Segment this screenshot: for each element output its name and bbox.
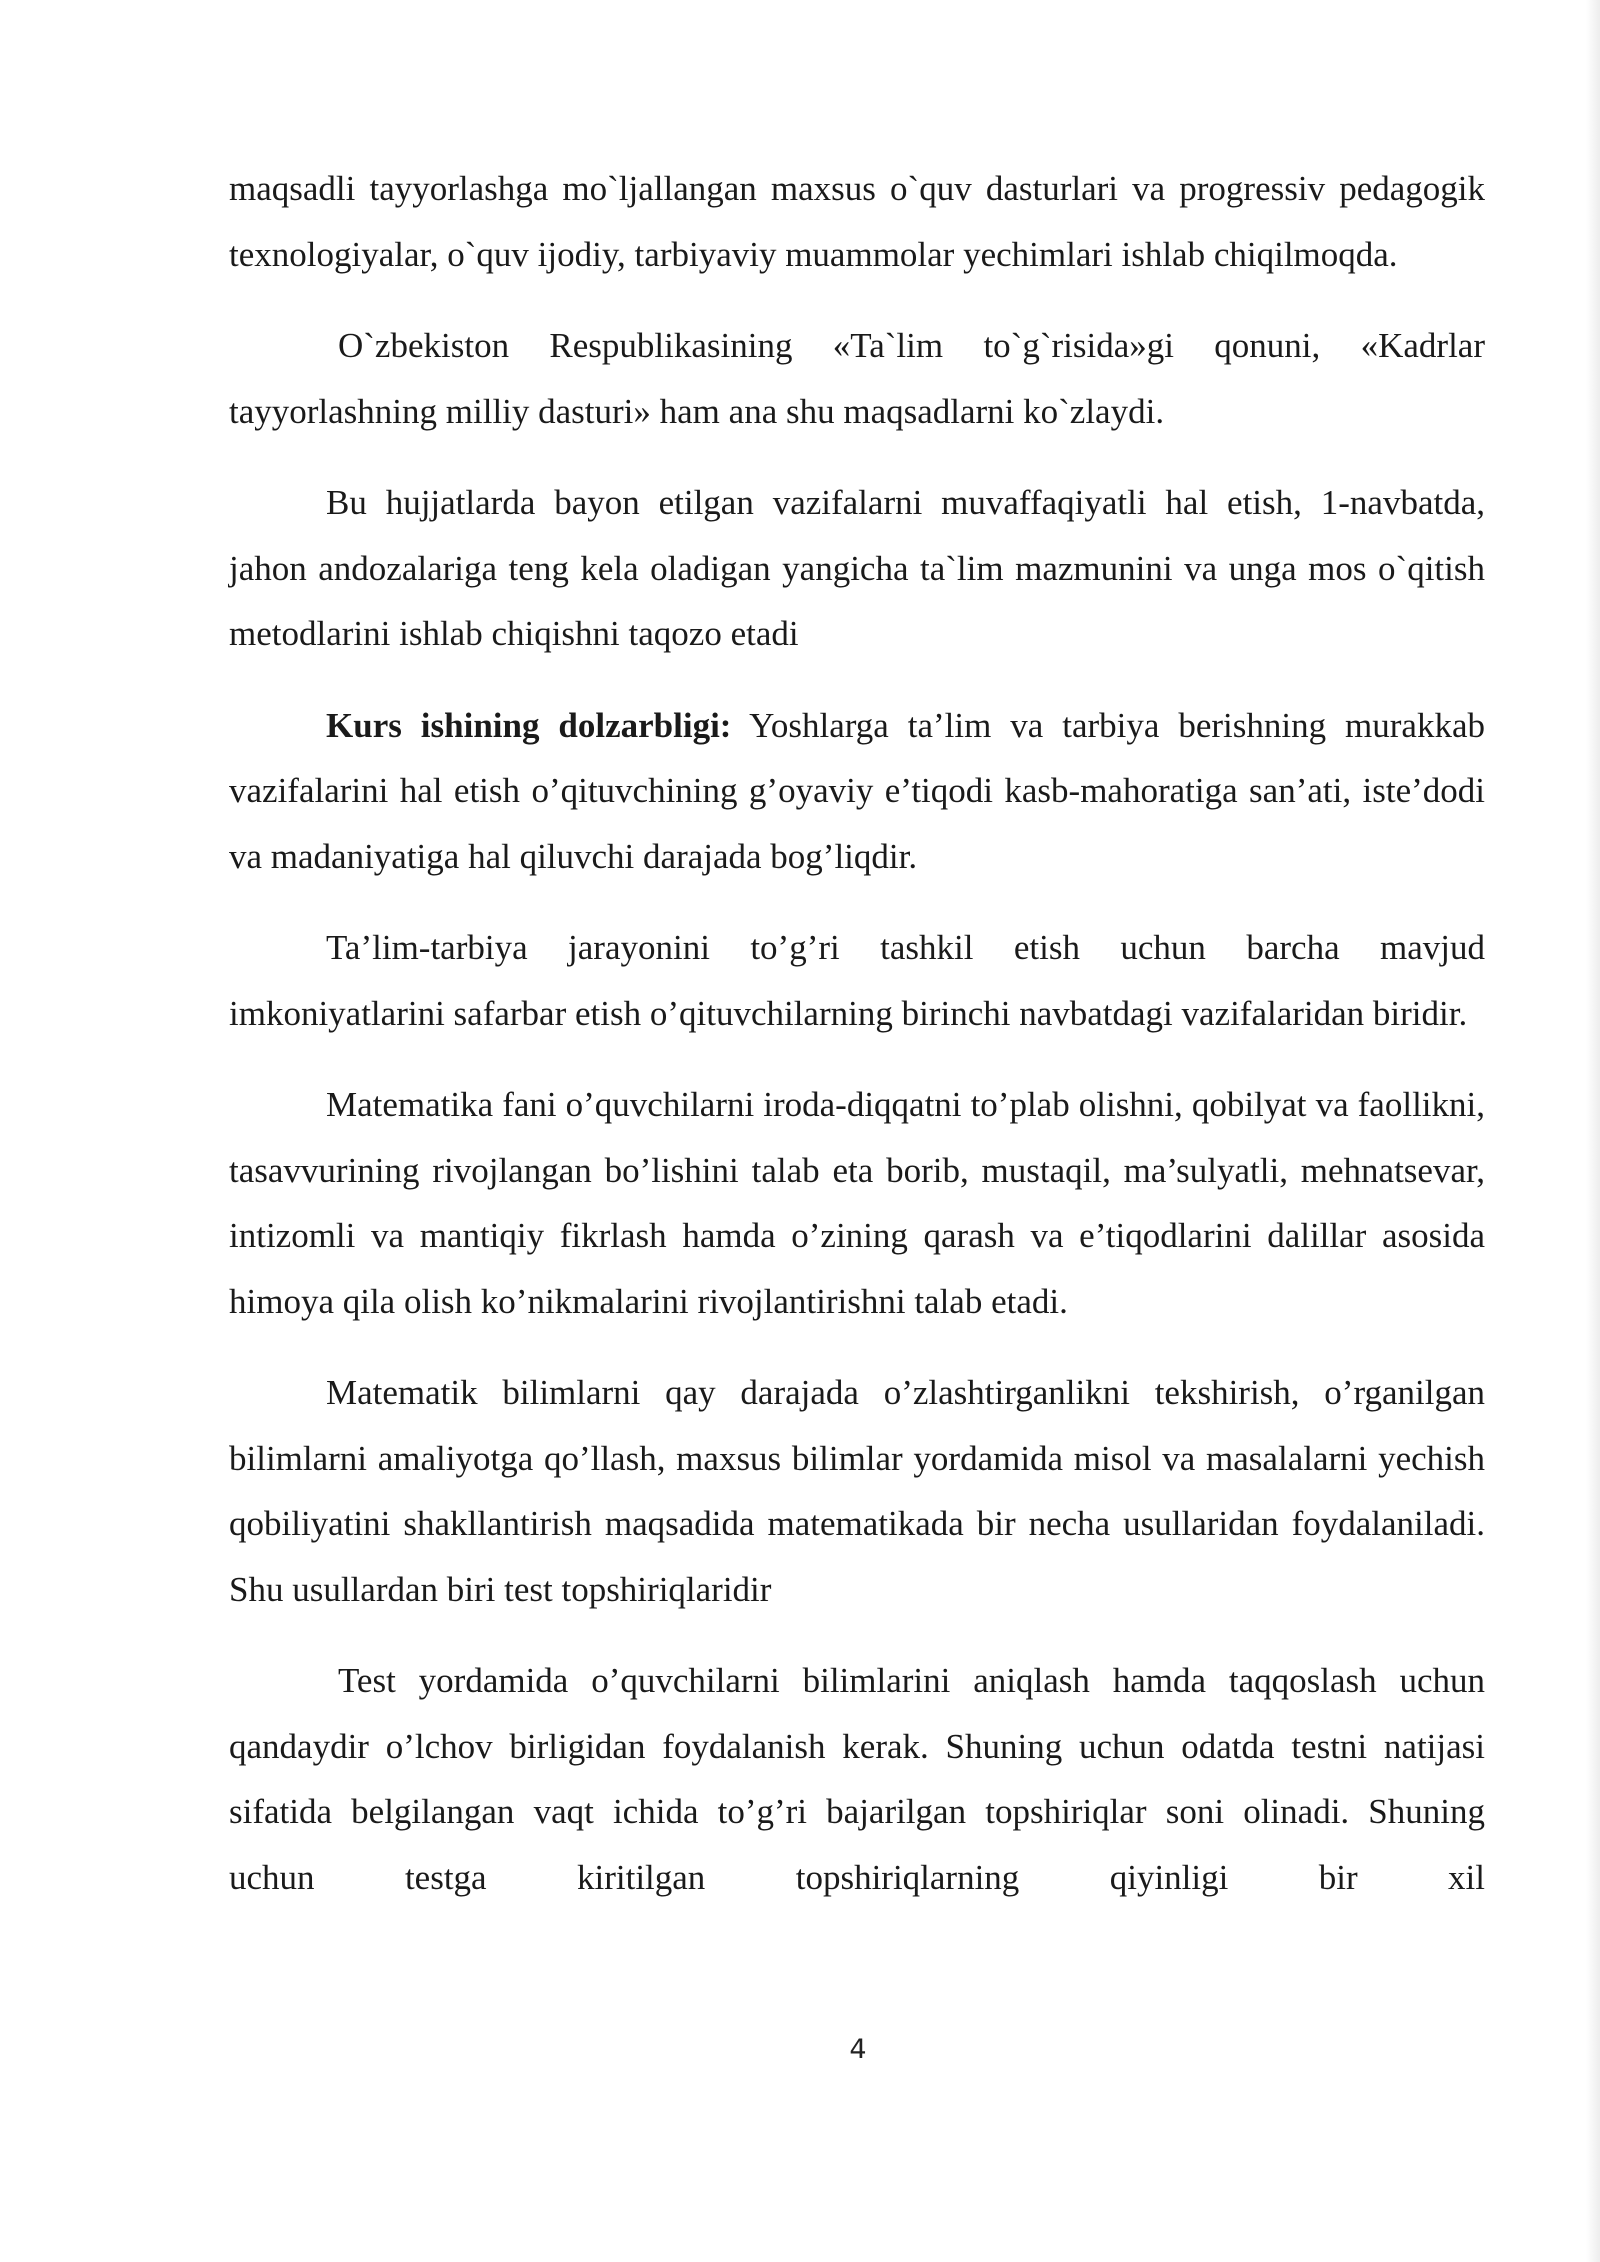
page-edge-shadow [1586, 0, 1600, 2262]
page-number: 4 [849, 2034, 867, 2065]
paragraph-math-knowledge: Matematik bilimlarni qay darajada o’zlashtirganlikni tekshirish, o’rganilgan bilimlarni amaliyotga qo’llash, maxsus bilimlar yordamida misol va masalalarni yechish qobiliyatini shakllantirish maqsadida matematikada bir necha usullaridan foydalaniladi. Shu usullardan biri test topshiriqlaridir [229, 1373, 1485, 1609]
paragraph-mathematics-subject: Matematika fani o’quvchilarni iroda-diqqatni to’plab olishni, qobilyat va faollikni, tasavvurining rivojlangan bo’lishini talab eta borib, mustaqil, ma’sulyatli, mehnatsevar, intizomli va mantiqiy fikrlash hamda o’zining qarash va e’tiqodlarini dalillar asosida himoya qila olish ko’nikmalarini rivojlantirishni talab etadi. [229, 1085, 1485, 1321]
paragraph-course-relevance [229, 693, 1485, 890]
paragraph-education-process: Ta’lim-tarbiya jarayonini to’g’ri tashkil etish uchun barcha mavjud imkoniyatlarini safarbar etish o’qituvchilarning birinchi navbatdagi vazifalaridan biridir. [229, 928, 1485, 1033]
relevance-text: Yoshlarga ta’lim va tarbiya berishning murakkab vazifalarini hal etish o’qituvchining g’oyaviy e’tiqodi kasb-mahoratiga san’ati, iste’dodi va madaniyatiga hal qiluvchi darajada bog’liqdir. [229, 705, 1485, 876]
paragraph-continuation: maqsadli tayyorlashga mo`ljallangan maxsus o`quv dasturlari va progressiv pedagogik texnologiyalar, o`quv ijodiy, tarbiyaviy muammolar yechimlari ishlab chiqilmoqda. [229, 169, 1485, 274]
paragraph-documents-tasks: Bu hujjatlarda bayon etilgan vazifalarni muvaffaqiyatli hal etish, 1-navbatda, jahon andozalariga teng kela oladigan yangicha ta`lim mazmunini va unga mos o`qitish metodlarini ishlab chiqishni taqozo etadi [229, 483, 1485, 653]
relevance-heading: Kurs ishining dolzarbligi: [326, 705, 732, 745]
paragraph-legislation: O`zbekiston Respublikasining «Ta`lim to`g`risida»gi qonuni, «Kadrlar tayyorlashning milliy dasturi» ham ana shu maqsadlarni ko`zlaydi. [229, 326, 1485, 431]
paragraph-test-assessment: Test yordamida o’quvchilarni bilimlarini aniqlash hamda taqqoslash uchun qandaydir o’lchov birligidan foydalanish kerak. Shuning uchun odatda testni natijasi sifatida belgilangan vaqt ichida to’g’ri bajarilgan topshiriqlar soni olinadi. Shuning uchun testga kiritilgan topshiriqlarning qiyinligi bir xil [229, 1661, 1485, 1897]
body-text [229, 156, 1485, 1936]
